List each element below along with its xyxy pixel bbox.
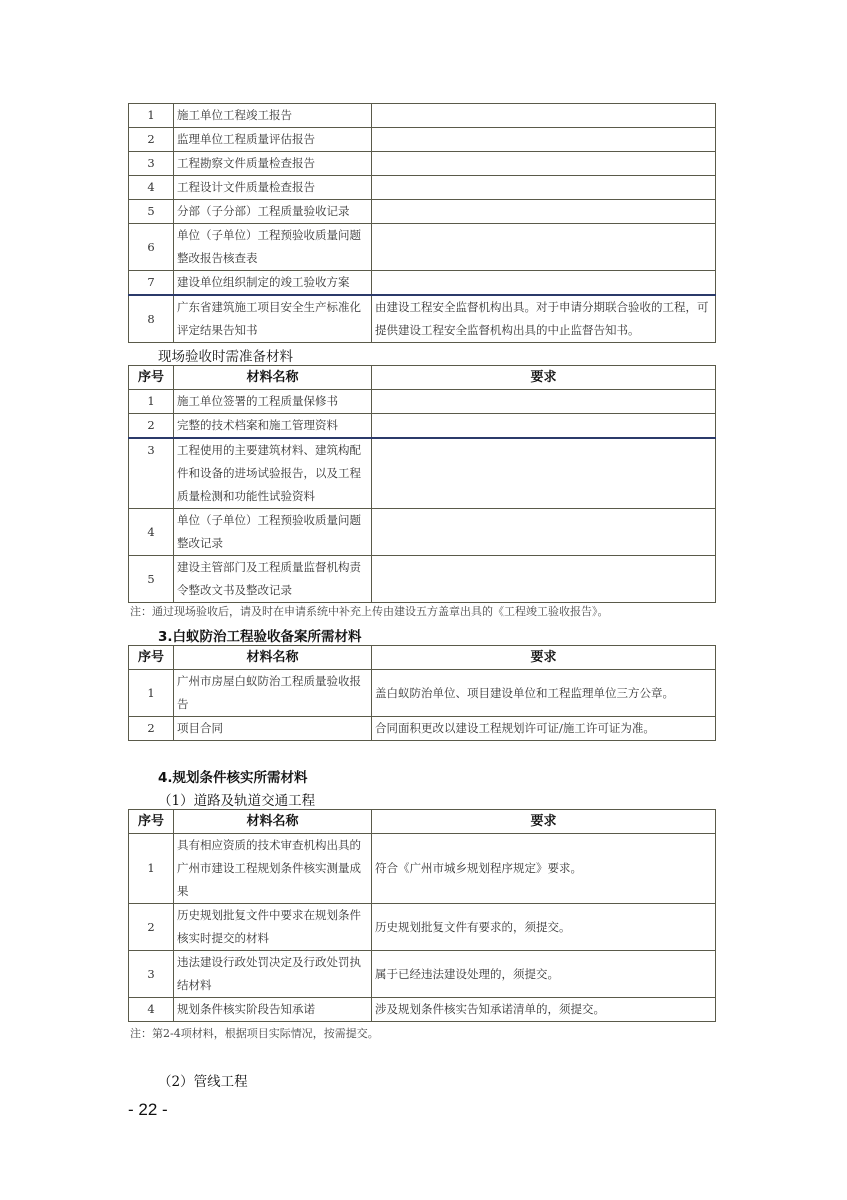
material-name: 施工单位工程竣工报告 xyxy=(174,104,372,128)
row-number: 7 xyxy=(129,271,174,296)
section-title-termite: 3.白蚁防治工程验收备案所需材料 xyxy=(158,629,362,645)
material-name: 完整的技术档案和施工管理资料 xyxy=(174,414,372,439)
requirement xyxy=(372,224,716,271)
requirement: 符合《广州市城乡规划程序规定》要求。 xyxy=(372,834,716,904)
table-row xyxy=(129,128,716,152)
onsite-note: 注：通过现场验收后，请及时在申请系统中补充上传由建设五方盖章出具的《工程竣工验收报告》。 xyxy=(130,605,609,618)
table-row xyxy=(129,834,716,904)
row-number: 5 xyxy=(129,556,174,603)
row-number: 4 xyxy=(129,509,174,556)
subsection-road-rail: （1）道路及轨道交通工程 xyxy=(158,793,316,809)
material-name: 历史规划批复文件中要求在规划条件核实时提交的材料 xyxy=(174,904,372,951)
planning-note: 注：第2-4项材料，根据项目实际情况，按需提交。 xyxy=(130,1027,379,1040)
requirement xyxy=(372,438,716,509)
row-number: 3 xyxy=(129,951,174,998)
requirement: 属于已经违法建设处理的，须提交。 xyxy=(372,951,716,998)
requirement xyxy=(372,176,716,200)
table-row xyxy=(129,152,716,176)
table-row xyxy=(129,717,716,741)
material-name: 工程设计文件质量检查报告 xyxy=(174,176,372,200)
table-header-row xyxy=(129,810,716,834)
requirement: 盖白蚁防治单位、项目建设单位和工程监理单位三方公章。 xyxy=(372,670,716,717)
completion-report-table xyxy=(128,103,716,343)
table-row xyxy=(129,414,716,439)
table-row xyxy=(129,998,716,1022)
header-no: 序号 xyxy=(129,366,174,390)
planning-materials-table xyxy=(128,809,716,1022)
material-name: 规划条件核实阶段告知承诺 xyxy=(174,998,372,1022)
page-number: - 22 - xyxy=(128,1100,168,1119)
material-name: 分部（子分部）工程质量验收记录 xyxy=(174,200,372,224)
section-title-planning: 4.规划条件核实所需材料 xyxy=(158,770,308,786)
table-row xyxy=(129,271,716,296)
material-name: 广州市房屋白蚁防治工程质量验收报告 xyxy=(174,670,372,717)
material-name: 单位（子单位）工程预验收质量问题整改报告核查表 xyxy=(174,224,372,271)
requirement xyxy=(372,104,716,128)
row-number: 6 xyxy=(129,224,174,271)
table-row xyxy=(129,438,716,509)
requirement: 历史规划批复文件有要求的，须提交。 xyxy=(372,904,716,951)
requirement xyxy=(372,128,716,152)
requirement xyxy=(372,509,716,556)
header-req: 要求 xyxy=(372,810,716,834)
material-name: 施工单位签署的工程质量保修书 xyxy=(174,390,372,414)
table-row xyxy=(129,951,716,998)
header-no: 序号 xyxy=(129,646,174,670)
row-number: 1 xyxy=(129,670,174,717)
requirement: 合同面积更改以建设工程规划许可证/施工许可证为准。 xyxy=(372,717,716,741)
row-number: 4 xyxy=(129,998,174,1022)
requirement xyxy=(372,152,716,176)
requirement xyxy=(372,414,716,439)
row-number: 1 xyxy=(129,834,174,904)
requirement xyxy=(372,556,716,603)
row-number: 1 xyxy=(129,104,174,128)
material-name: 单位（子单位）工程预验收质量问题整改记录 xyxy=(174,509,372,556)
material-name: 工程勘察文件质量检查报告 xyxy=(174,152,372,176)
table-row xyxy=(129,200,716,224)
requirement: 涉及规划条件核实告知承诺清单的，须提交。 xyxy=(372,998,716,1022)
material-name: 项目合同 xyxy=(174,717,372,741)
table-row xyxy=(129,390,716,414)
row-number: 8 xyxy=(129,295,174,343)
material-name: 工程使用的主要建筑材料、建筑构配件和设备的进场试验报告，以及工程质量检测和功能性试验资料 xyxy=(174,438,372,509)
material-name: 建设主管部门及工程质量监督机构责令整改文书及整改记录 xyxy=(174,556,372,603)
termite-materials-table xyxy=(128,645,716,741)
row-number: 2 xyxy=(129,414,174,439)
material-name: 广东省建筑施工项目安全生产标准化评定结果告知书 xyxy=(174,295,372,343)
table-row xyxy=(129,670,716,717)
header-name: 材料名称 xyxy=(174,646,372,670)
row-number: 2 xyxy=(129,717,174,741)
section-title-onsite: 现场验收时需准备材料 xyxy=(158,349,293,365)
requirement xyxy=(372,271,716,296)
material-name: 违法建设行政处罚决定及行政处罚执结材料 xyxy=(174,951,372,998)
table-row xyxy=(129,176,716,200)
table-row xyxy=(129,295,716,343)
row-number: 1 xyxy=(129,390,174,414)
row-number: 3 xyxy=(129,438,174,509)
row-number: 4 xyxy=(129,176,174,200)
requirement xyxy=(372,200,716,224)
table-row xyxy=(129,509,716,556)
row-number: 2 xyxy=(129,128,174,152)
table-row xyxy=(129,556,716,603)
table-row xyxy=(129,224,716,271)
material-name: 具有相应资质的技术审查机构出具的广州市建设工程规划条件核实测量成果 xyxy=(174,834,372,904)
requirement: 由建设工程安全监督机构出具。对于申请分期联合验收的工程，可提供建设工程安全监督机构出具的中止监督告知书。 xyxy=(372,295,716,343)
row-number: 3 xyxy=(129,152,174,176)
material-name: 监理单位工程质量评估报告 xyxy=(174,128,372,152)
table-header-row xyxy=(129,646,716,670)
row-number: 5 xyxy=(129,200,174,224)
table-row xyxy=(129,104,716,128)
header-name: 材料名称 xyxy=(174,366,372,390)
material-name: 建设单位组织制定的竣工验收方案 xyxy=(174,271,372,296)
requirement xyxy=(372,390,716,414)
header-req: 要求 xyxy=(372,646,716,670)
header-req: 要求 xyxy=(372,366,716,390)
table-header-row xyxy=(129,366,716,390)
row-number: 2 xyxy=(129,904,174,951)
header-name: 材料名称 xyxy=(174,810,372,834)
header-no: 序号 xyxy=(129,810,174,834)
subsection-pipeline: （2）管线工程 xyxy=(158,1074,248,1090)
onsite-materials-table xyxy=(128,365,716,603)
table-row xyxy=(129,904,716,951)
